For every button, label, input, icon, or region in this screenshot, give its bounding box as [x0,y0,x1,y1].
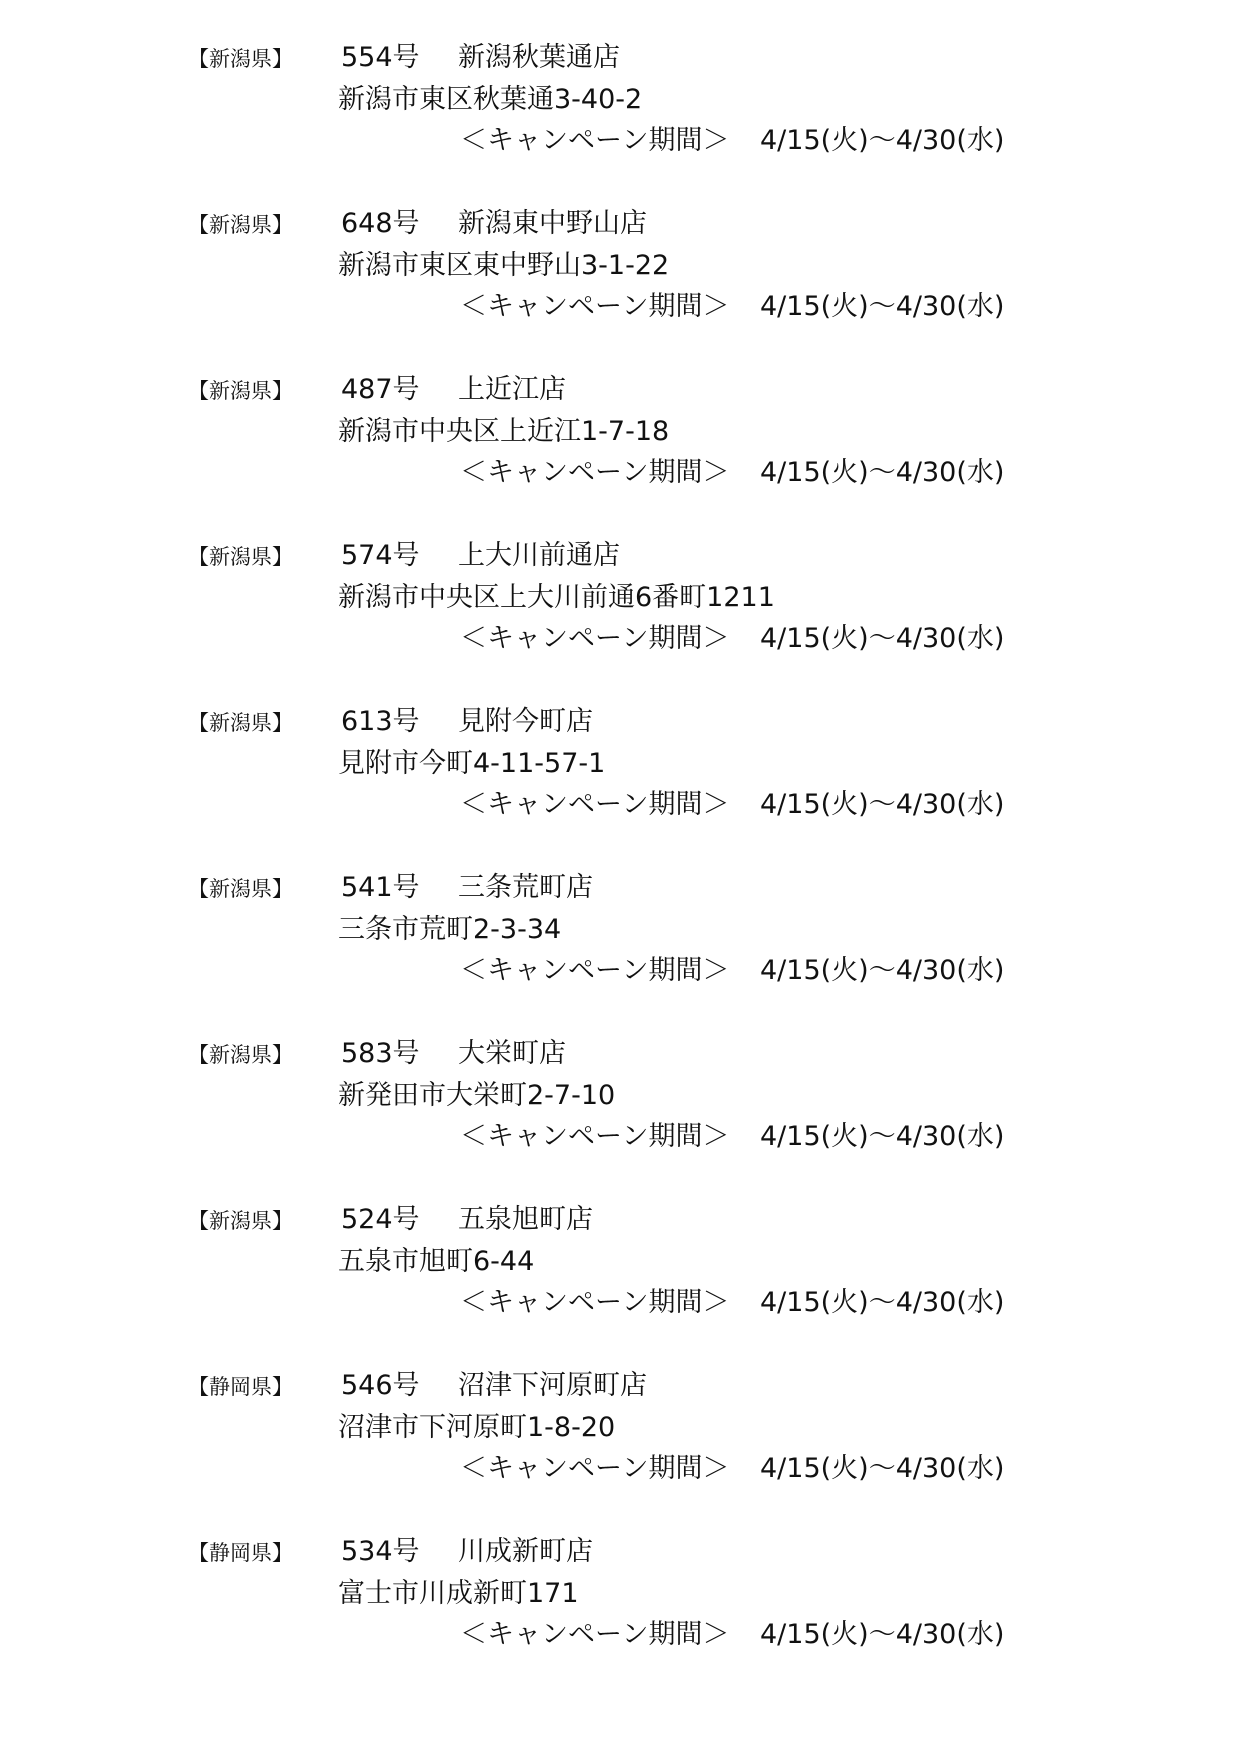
store-address: 三条市荒町2-3-34 [338,914,562,945]
prefecture-label: 【新潟県】 [188,711,293,735]
store-name: 新潟秋葉通店 [458,42,620,73]
campaign-period-label: ＜キャンペーン期間＞ [460,457,730,488]
prefecture-label: 【新潟県】 [188,379,293,403]
campaign-period-dates: 4/15(火)～4/30(水) [760,955,1005,986]
store-name: 大栄町店 [458,1038,566,1069]
store-address: 五泉市旭町6-44 [338,1246,535,1277]
store-number: 648号 [341,208,420,239]
campaign-period-dates: 4/15(火)～4/30(水) [760,125,1005,156]
store-address: 新潟市中央区上大川前通6番町1211 [338,582,775,613]
prefecture-label: 【新潟県】 [188,1043,293,1067]
store-name: 見附今町店 [458,706,593,737]
prefecture-label: 【新潟県】 [188,1209,293,1233]
store-name: 三条荒町店 [458,872,593,903]
prefecture-label: 【新潟県】 [188,47,293,71]
store-entry [0,864,1240,1014]
store-entry [0,532,1240,682]
store-number: 613号 [341,706,420,737]
store-address: 新潟市中央区上近江1-7-18 [338,416,670,447]
store-address: 新潟市東区秋葉通3-40-2 [338,84,643,115]
store-name: 川成新町店 [458,1536,593,1567]
store-address: 富士市川成新町171 [338,1578,579,1609]
store-entry [0,1362,1240,1512]
campaign-period-label: ＜キャンペーン期間＞ [460,1619,730,1650]
store-name: 沼津下河原町店 [458,1370,647,1401]
store-number: 546号 [341,1370,420,1401]
campaign-period-dates: 4/15(火)～4/30(水) [760,1287,1005,1318]
campaign-period-dates: 4/15(火)～4/30(水) [760,789,1005,820]
campaign-period-label: ＜キャンペーン期間＞ [460,125,730,156]
store-entry [0,366,1240,516]
store-address: 新発田市大栄町2-7-10 [338,1080,616,1111]
store-address: 新潟市東区東中野山3-1-22 [338,250,670,281]
store-entry [0,1196,1240,1346]
store-entry [0,1030,1240,1180]
campaign-period-dates: 4/15(火)～4/30(水) [760,291,1005,322]
prefecture-label: 【新潟県】 [188,877,293,901]
store-number: 524号 [341,1204,420,1235]
store-address: 見附市今町4-11-57-1 [338,748,606,779]
store-entry [0,1528,1240,1678]
store-name: 新潟東中野山店 [458,208,647,239]
campaign-period-label: ＜キャンペーン期間＞ [460,789,730,820]
store-entry [0,200,1240,350]
prefecture-label: 【新潟県】 [188,213,293,237]
store-number: 574号 [341,540,420,571]
campaign-period-dates: 4/15(火)～4/30(水) [760,623,1005,654]
store-number: 541号 [341,872,420,903]
campaign-period-dates: 4/15(火)～4/30(水) [760,1619,1005,1650]
campaign-period-label: ＜キャンペーン期間＞ [460,1453,730,1484]
campaign-period-label: ＜キャンペーン期間＞ [460,291,730,322]
store-entry [0,34,1240,184]
store-name: 五泉旭町店 [458,1204,593,1235]
store-number: 583号 [341,1038,420,1069]
campaign-period-dates: 4/15(火)～4/30(水) [760,1121,1005,1152]
prefecture-label: 【静岡県】 [188,1541,293,1565]
campaign-period-label: ＜キャンペーン期間＞ [460,1287,730,1318]
store-entry [0,698,1240,848]
store-number: 554号 [341,42,420,73]
campaign-period-dates: 4/15(火)～4/30(水) [760,457,1005,488]
campaign-period-dates: 4/15(火)～4/30(水) [760,1453,1005,1484]
prefecture-label: 【新潟県】 [188,545,293,569]
prefecture-label: 【静岡県】 [188,1375,293,1399]
store-name: 上近江店 [458,374,566,405]
campaign-period-label: ＜キャンペーン期間＞ [460,1121,730,1152]
campaign-period-label: ＜キャンペーン期間＞ [460,623,730,654]
store-number: 487号 [341,374,420,405]
store-address: 沼津市下河原町1-8-20 [338,1412,616,1443]
store-number: 534号 [341,1536,420,1567]
campaign-period-label: ＜キャンペーン期間＞ [460,955,730,986]
store-name: 上大川前通店 [458,540,620,571]
